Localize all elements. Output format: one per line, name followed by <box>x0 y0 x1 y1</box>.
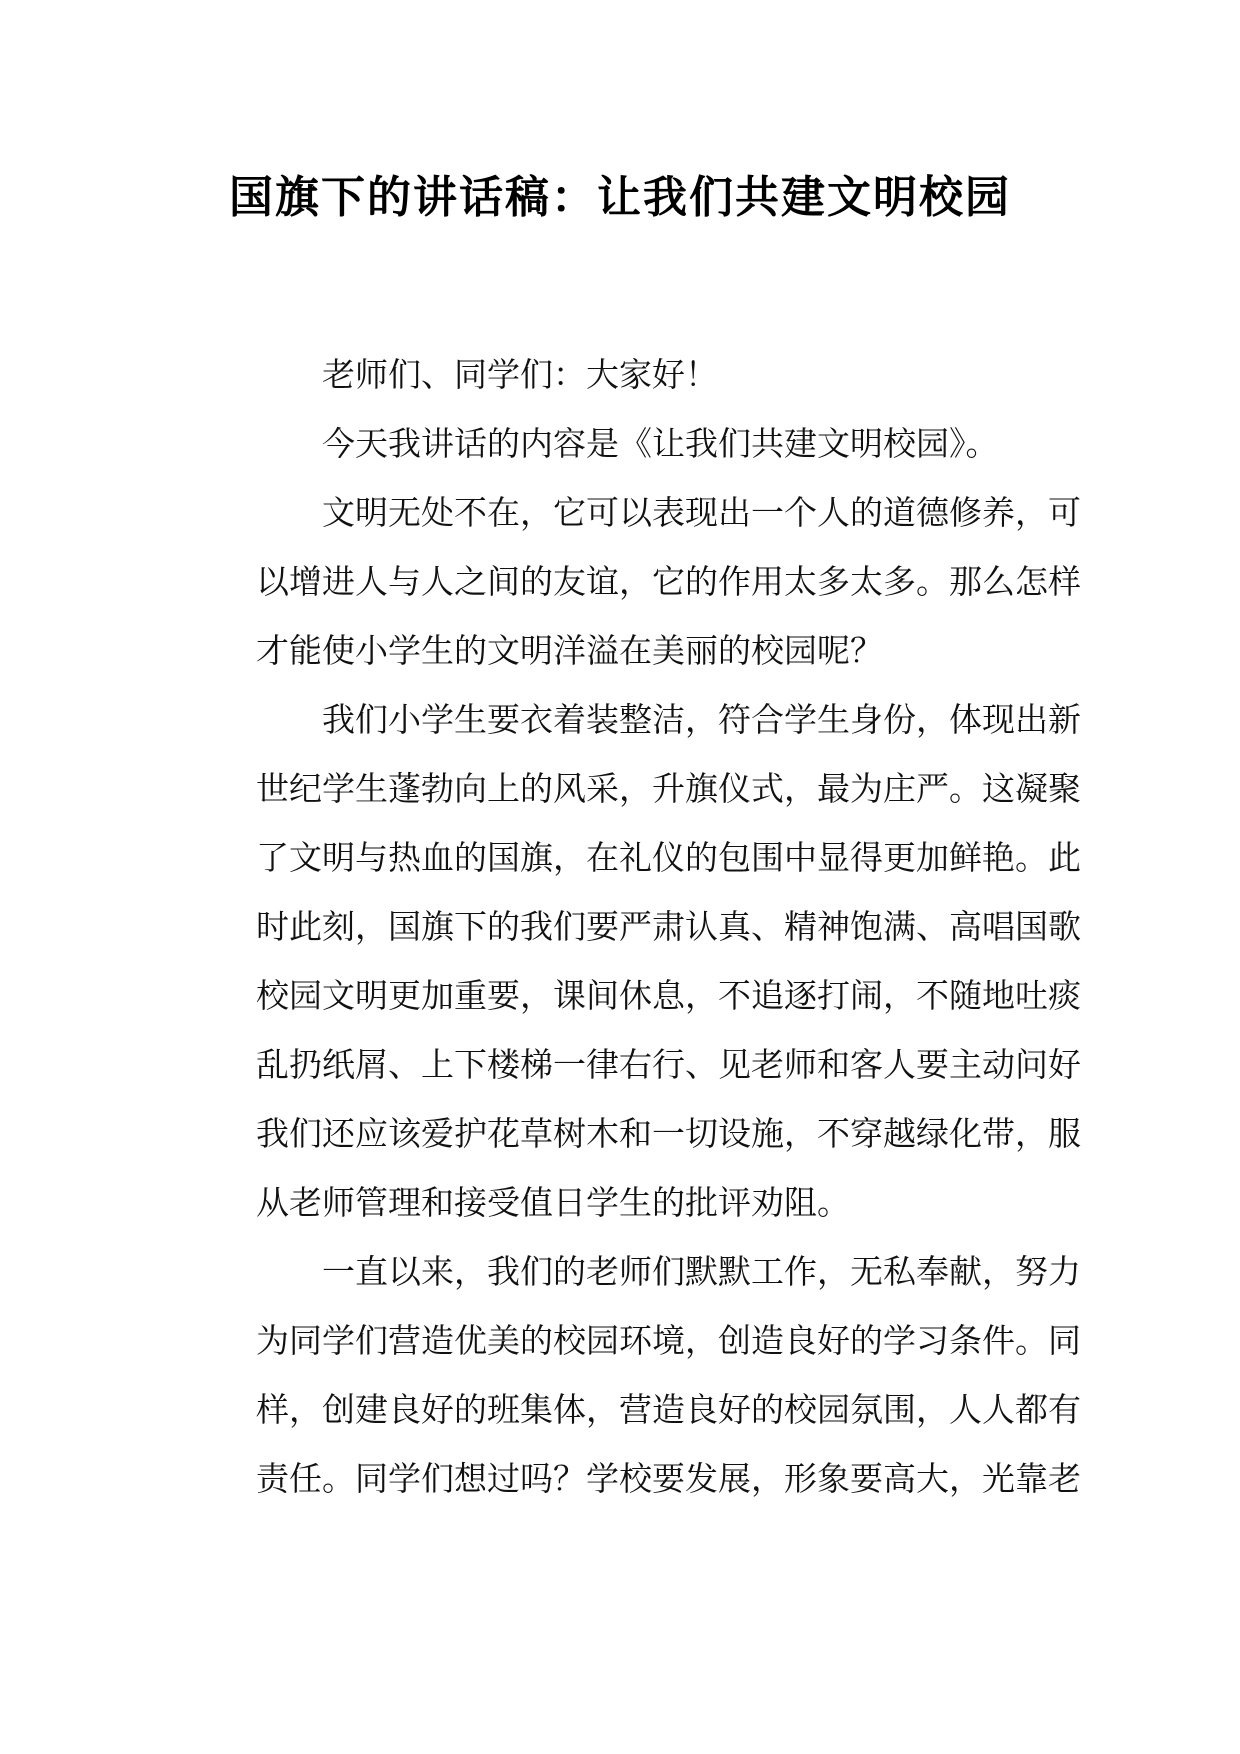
text-line: 文明无处不在，它可以表现出一个人的道德修养，可 <box>322 493 1081 532</box>
paragraph-greeting <box>190 340 1056 409</box>
paragraph-teachers <box>190 1237 1081 1513</box>
text-line: 以增进人与人之间的友谊，它的作用太多太多。那么怎样 <box>256 562 1081 601</box>
text-line: 今天我讲话的内容是《让我们共建文明校园》。 <box>322 424 999 463</box>
text-line: 了文明与热血的国旗，在礼仪的包围中显得更加鲜艳。此 <box>256 838 1081 877</box>
text-line: 才能使小学生的文明洋溢在美丽的校园呢？ <box>256 631 883 670</box>
text-line: 时此刻，国旗下的我们要严肃认真、精神饱满、高唱国歌 <box>256 907 1081 946</box>
paragraph-topic <box>190 409 1056 478</box>
document-title: 国旗下的讲话稿：让我们共建文明校园 <box>229 172 1011 223</box>
text-line: 为同学们营造优美的校园环境，创造良好的学习条件。同 <box>256 1321 1081 1360</box>
text-line: 责任。同学们想过吗？学校要发展，形象要高大，光靠老 <box>256 1459 1081 1498</box>
document-body <box>190 340 1081 1513</box>
text-line: 乱扔纸屑、上下楼梯一律右行、见老师和客人要主动问好 <box>256 1045 1081 1084</box>
paragraph-civility-intro <box>190 478 1081 685</box>
text-line: 一直以来，我们的老师们默默工作，无私奉献，努力 <box>322 1252 1081 1291</box>
text-line: 样，创建良好的班集体，营造良好的校园氛围，人人都有 <box>256 1390 1081 1429</box>
paragraph-student-conduct <box>190 685 1081 1237</box>
text-line: 老师们、同学们：大家好！ <box>322 355 718 394</box>
text-line: 世纪学生蓬勃向上的风采，升旗仪式，最为庄严。这凝聚 <box>256 769 1081 808</box>
text-line: 我们小学生要衣着装整洁，符合学生身份，体现出新 <box>322 700 1081 739</box>
text-line: 我们还应该爱护花草树木和一切设施，不穿越绿化带，服 <box>256 1114 1081 1153</box>
text-line: 校园文明更加重要，课间休息，不追逐打闹，不随地吐痰 <box>256 976 1081 1015</box>
text-line: 从老师管理和接受值日学生的批评劝阻。 <box>256 1183 850 1222</box>
